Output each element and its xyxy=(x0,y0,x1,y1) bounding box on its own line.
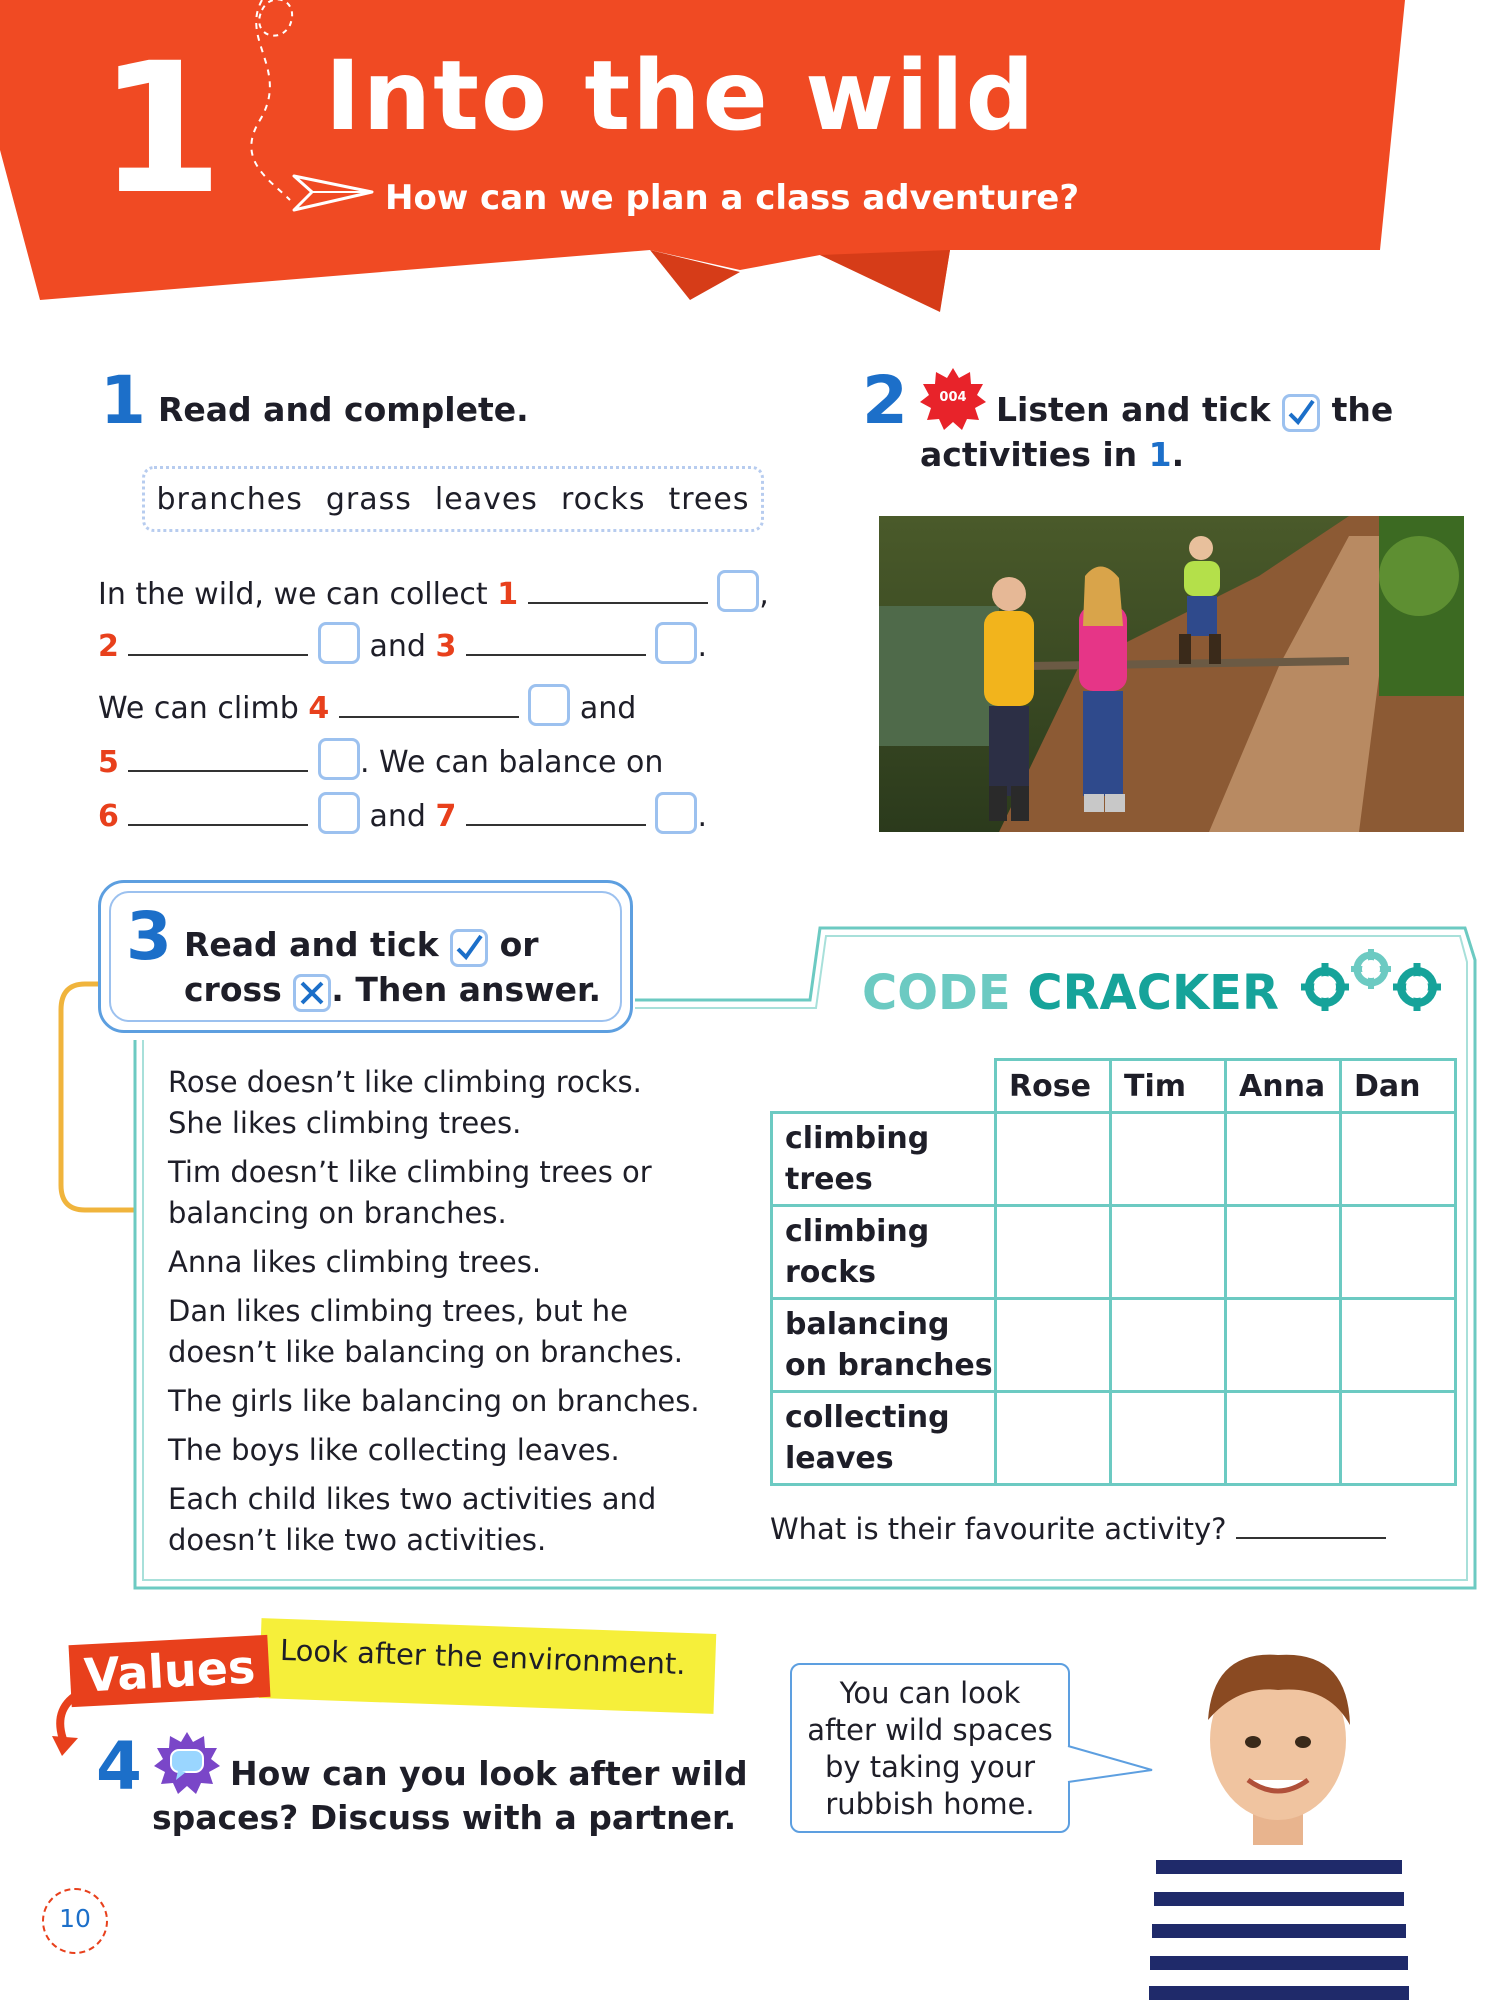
blank-number-3: 3 xyxy=(435,629,457,664)
exercise-3-number: 3 xyxy=(126,898,172,975)
table-cell[interactable] xyxy=(1226,1206,1341,1299)
cloze-and: and xyxy=(369,799,426,834)
table-row xyxy=(772,1392,1456,1485)
exercise-2-ref: 1 xyxy=(1148,435,1172,474)
discuss-speech-icon xyxy=(154,1730,220,1796)
cloze-text: In the wild, we can collect xyxy=(98,577,488,612)
column-header: Anna xyxy=(1226,1060,1341,1113)
exercise-3-text xyxy=(168,1062,700,1561)
cloze-period: . xyxy=(697,629,708,664)
unit-question: How can we plan a class adventure? xyxy=(385,178,1080,218)
values-label: Values xyxy=(69,1635,271,1707)
word-trees: trees xyxy=(668,481,750,517)
clue-sentence: Tim doesn’t like climbing trees or xyxy=(168,1155,652,1189)
cloze-and: and xyxy=(579,691,637,726)
table-cell[interactable] xyxy=(1226,1113,1341,1206)
exercise-3-text-b: or xyxy=(499,925,539,964)
cloze-text-balance: . We can balance on xyxy=(359,745,664,780)
cloze-line-1 xyxy=(98,570,769,612)
table-cell[interactable] xyxy=(996,1392,1111,1485)
tick-box-6[interactable] xyxy=(318,792,360,834)
favourite-question-text: What is their favourite activity? xyxy=(770,1512,1227,1546)
table-cell[interactable] xyxy=(1341,1113,1456,1206)
column-header: Dan xyxy=(1341,1060,1456,1113)
answer-blank-3[interactable] xyxy=(466,653,646,656)
page-number: 10 xyxy=(42,1888,108,1954)
answer-blank-5[interactable] xyxy=(128,769,308,772)
speech-line: by taking your xyxy=(825,1750,1035,1784)
clue-sentence: Each child likes two activities and xyxy=(168,1482,657,1516)
word-grass: grass xyxy=(325,481,412,517)
children-in-woods-photo xyxy=(879,516,1464,832)
column-header: Rose xyxy=(996,1060,1111,1113)
word-rocks: rocks xyxy=(560,481,646,517)
tick-box-7[interactable] xyxy=(655,792,697,834)
code-cracker-title-b: CRACKER xyxy=(1027,965,1279,1021)
exercise-4-line1: How can you look after wild xyxy=(230,1754,748,1793)
table-corner xyxy=(772,1060,996,1113)
speech-line: You can look xyxy=(839,1676,1021,1710)
answer-blank-1[interactable] xyxy=(528,601,708,604)
table-cell[interactable] xyxy=(996,1299,1111,1392)
table-cell[interactable] xyxy=(1226,1392,1341,1485)
speech-line: rubbish home. xyxy=(825,1787,1035,1821)
word-leaves: leaves xyxy=(434,481,538,517)
exercise-2-instruction-line2 xyxy=(920,435,1184,474)
values-tagline: Look after the environment. xyxy=(279,1632,687,1682)
exercise-2-text-b: the xyxy=(1331,390,1394,429)
clue-sentence: doesn’t like balancing on branches. xyxy=(168,1335,683,1369)
tick-box-5[interactable] xyxy=(318,738,360,780)
exercise-2-number: 2 xyxy=(862,362,908,439)
answer-blank-6[interactable] xyxy=(128,823,308,826)
cloze-line-4 xyxy=(98,738,663,780)
row-label: balancing on branches xyxy=(772,1299,996,1392)
table-row xyxy=(772,1113,1456,1206)
clue-sentence: Dan likes climbing trees, but he xyxy=(168,1294,629,1328)
table-cell[interactable] xyxy=(1341,1299,1456,1392)
row-label: climbing rocks xyxy=(772,1206,996,1299)
table-cell[interactable] xyxy=(1111,1206,1226,1299)
blank-number-2: 2 xyxy=(98,629,119,664)
cloze-text-climb: We can climb xyxy=(98,691,299,726)
exercise-1-number: 1 xyxy=(100,362,146,439)
answer-blank-7[interactable] xyxy=(466,823,646,826)
clue-sentence: balancing on branches. xyxy=(168,1196,507,1230)
row-label: collecting leaves xyxy=(772,1392,996,1485)
paper-plane-icon xyxy=(290,168,376,218)
word-branches: branches xyxy=(156,481,303,517)
tick-box-1[interactable] xyxy=(717,570,759,612)
tick-sample-icon xyxy=(1282,394,1320,432)
audio-track-number: 004 xyxy=(939,390,967,405)
exercise-2-text-a: Listen and tick xyxy=(996,390,1271,429)
word-box xyxy=(142,466,764,532)
exercise-2-text-c: activities in xyxy=(920,435,1138,474)
exercise-2-instruction-line1 xyxy=(996,390,1393,432)
code-cracker-title xyxy=(862,965,1279,1021)
exercise-4-line2: spaces? Discuss with a partner. xyxy=(152,1798,737,1837)
clue-sentence: Rose doesn’t like climbing rocks. xyxy=(168,1065,642,1099)
audio-track-badge[interactable] xyxy=(920,366,986,432)
table-cell[interactable] xyxy=(996,1113,1111,1206)
row-label: climbing trees xyxy=(772,1113,996,1206)
table-cell[interactable] xyxy=(1341,1206,1456,1299)
unit-title: Into the wild xyxy=(325,40,1037,152)
table-cell[interactable] xyxy=(1226,1299,1341,1392)
table-row xyxy=(772,1299,1456,1392)
table-cell[interactable] xyxy=(1111,1299,1226,1392)
answer-blank-2[interactable] xyxy=(128,653,308,656)
cloze-line-5 xyxy=(98,792,707,834)
speech-bubble xyxy=(790,1663,1070,1833)
exercise-3-text-a: Read and tick xyxy=(184,925,439,964)
tick-box-4[interactable] xyxy=(528,684,570,726)
clue-sentence: She likes climbing trees. xyxy=(168,1106,522,1140)
clue-sentence: Anna likes climbing trees. xyxy=(168,1245,542,1279)
table-row xyxy=(772,1206,1456,1299)
speech-line: after wild spaces xyxy=(807,1713,1053,1747)
code-cracker-title-a: CODE xyxy=(862,965,1011,1021)
clue-sentence: The girls like balancing on branches. xyxy=(168,1384,700,1418)
exercise-3-text-c: cross xyxy=(184,970,282,1009)
favourite-activity-question xyxy=(770,1512,1386,1546)
blank-number-5: 5 xyxy=(98,745,119,780)
code-cracker-table xyxy=(770,1058,1457,1486)
blank-number-7: 7 xyxy=(435,799,457,834)
clue-sentence: doesn’t like two activities. xyxy=(168,1523,547,1557)
table-cell[interactable] xyxy=(1111,1392,1226,1485)
cloze-and: and xyxy=(369,629,426,664)
cloze-period: . xyxy=(697,799,708,834)
exercise-4-number: 4 xyxy=(96,1728,142,1805)
table-cell[interactable] xyxy=(996,1206,1111,1299)
boy-illustration xyxy=(1128,1630,1428,2000)
unit-number: 1 xyxy=(98,25,224,234)
answer-blank-4[interactable] xyxy=(339,715,519,718)
blank-number-6: 6 xyxy=(98,799,119,834)
tick-box-3[interactable] xyxy=(655,622,697,664)
exercise-2-period: . xyxy=(1171,435,1185,474)
table-cell[interactable] xyxy=(1341,1392,1456,1485)
favourite-answer-blank[interactable] xyxy=(1236,1536,1386,1539)
blank-number-1: 1 xyxy=(497,577,519,612)
blank-number-4: 4 xyxy=(308,691,330,726)
clue-sentence: The boys like collecting leaves. xyxy=(168,1433,620,1467)
gears-icon xyxy=(1300,945,1450,1015)
cloze-comma: , xyxy=(759,577,769,612)
cloze-line-3 xyxy=(98,684,636,726)
cloze-line-2 xyxy=(98,622,707,664)
tick-box-2[interactable] xyxy=(318,622,360,664)
column-header: Tim xyxy=(1111,1060,1226,1113)
exercise-1-instruction: Read and complete. xyxy=(158,390,529,429)
exercise-3-text-d: . Then answer. xyxy=(331,970,602,1009)
table-cell[interactable] xyxy=(1111,1113,1226,1206)
